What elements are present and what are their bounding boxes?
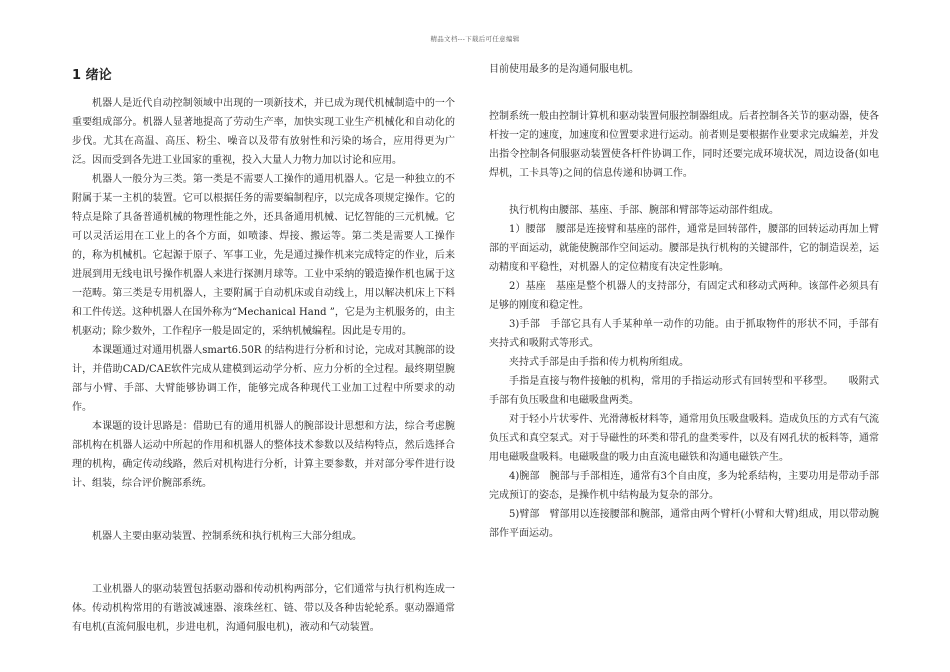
paragraph: 1）腰部 腰部是连接臂和基座的部件，通常是回转部件，腰部的回转运动再加上臂部的平面运动，就能使腕部作空间运动。腰部是执行机构的关键部件，它的制造误差，运动精度和平稳性，对机器人的定位精度有决定性影响。 [489,224,879,273]
paragraph: 目前使用最多的是沟通伺服电机。 [489,64,639,75]
right-column [489,60,879,543]
paragraph: 本课题的设计思路是：借助已有的通用机器人的腕部设计思想和方法，综合考虑腕部机构在机器人运动中所起的作用和机器人的整体技术参数以及结构特点，然后选择合理的机构，确定传动线路，然后对机构进行分析，计算主要参数，并对部分零件进行设计、组装，综合评价腕部系统。 [72,421,455,489]
paragraph: 本课题通过对通用机器人smart6.50R 的结构进行分析和讨论，完成对其腕部的设计，并借助CAD/CAE软件完成从建模到运动学分析、应力分析的全过程。最终期望腕部与小臂、手部、大臂能够协调工作，能够完成各种现代工业加工过程中所要求的动作。 [72,345,455,413]
left-column [72,64,455,637]
paragraph: 工业机器人的驱动装置包括驱动器和传动机构两部分，它们通常与执行机构连成一体。传动机构常用的有谐波减速器、滚珠丝杠、链、带以及各种齿轮轮系。驱动器通常有电机(直流伺服电机，步进电机，沟通伺服电机)，液动和气动装置。 [72,584,455,633]
paragraph: 5)臂部 臂部用以连接腰部和腕部，通常由两个臂杆(小臂和大臂)组成，用以带动腕部作平面运动。 [489,509,879,539]
spacer [489,79,879,107]
paragraph: 3)手部 手部它具有人手某种单一动作的功能。由于抓取物件的形状不同，手部有夹持式和吸附式等形式。 [489,319,879,349]
paragraph: 执行机构由腰部、基座、手部、腕部和臂部等运动部件组成。 [509,205,779,216]
paragraph: 夹持式手部是由手指和传力机构所组成。 [509,357,689,368]
paragraph: 2）基座 基座是整个机器人的支持部分，有固定式和移动式两种。该部件必须具有足够的刚度和稳定性。 [489,281,879,311]
paragraph: 控制系统一般由控制计算机和驱动装置伺服控制器组成。后者控制各关节的驱动器，使各杆按一定的速度，加速度和位置要求进行运动。前者则是要根据作业要求完成编差，并发出指令控制各伺服驱动装置使各杆件协调工作，同时还要完成环境状况，周边设备(如电焊机，工卡具等)之间的信息传递和协调工作。 [489,111,879,179]
paragraph: 对于轻小片状零件、光滑薄板材料等，通常用负压吸盘吸料。造成负压的方式有气流负压式和真空泵式。对于导磁性的环类和带孔的盘类零件，以及有网孔状的板料等，通常用电磁吸盘吸料。电磁吸盘的吸力由直流电磁铁和沟通电磁铁产生。 [489,414,879,463]
page-header: 精品文档---下载后可任意编辑 [430,35,520,43]
paragraph: 机器人是近代自动控制领域中出现的一项新技术，并已成为现代机械制造中的一个重要组成部分。机器人显著地提高了劳动生产率，加快实现工业生产机械化和自动化的步伐。尤其在高温、高压、粉尘、噪音以及带有放射性和污染的场合，应用得更为广泛。因而受到各先进工业国家的重视，投入大量人力物力加以讨论和应用。 [72,98,455,166]
spacer [72,493,455,527]
paragraph: 手指是直接与物件接触的机构，常用的手指运动形式有回转型和平移型。 吸附式手部有负压吸盘和电磁吸盘两类。 [489,376,879,406]
paragraph: 机器人一般分为三类。第一类是不需要人工操作的通用机器人。它是一种独立的不附属于某一主机的装置。它可以根据任务的需要编制程序，以完成各项规定操作。它的特点是除了具备普通机械的物理性能之外，还具备通用机械、记忆智能的三元机械。它可以灵活运用在工业上的各个方面，如喷漆、焊接、搬运等。第二类是需要人工操作的，称为机械机。它起源于原子、军事工业，先是通过操作机来完成特定的作业，后来进展到用无线电讯号操作机器人来进行探测月球等。工业中采纳的锻造操作机也属于这一范畴。第三类是专用机器人，主要附属于自动机床或自动线上，用以解决机床上下料和工件传送。这种机器人在国外称为“Mechanical Hand ”，它是为主机服务的，由主机驱动；除少数外，工作程序一般是固定的，采纳机械编程。因此是专用的。 [72,174,455,337]
chapter-heading: 1 绪论 [72,68,112,83]
spacer [72,546,455,580]
spacer [489,183,879,201]
paragraph: 机器人主要由驱动装置、控制系统和执行机构三大部分组成。 [92,531,362,542]
paragraph: 4)腕部 腕部与手部相连，通常有3个自由度，多为轮系结构，主要功用是带动手部完成预订的姿态，是操作机中结构最为复杂的部分。 [489,471,879,501]
